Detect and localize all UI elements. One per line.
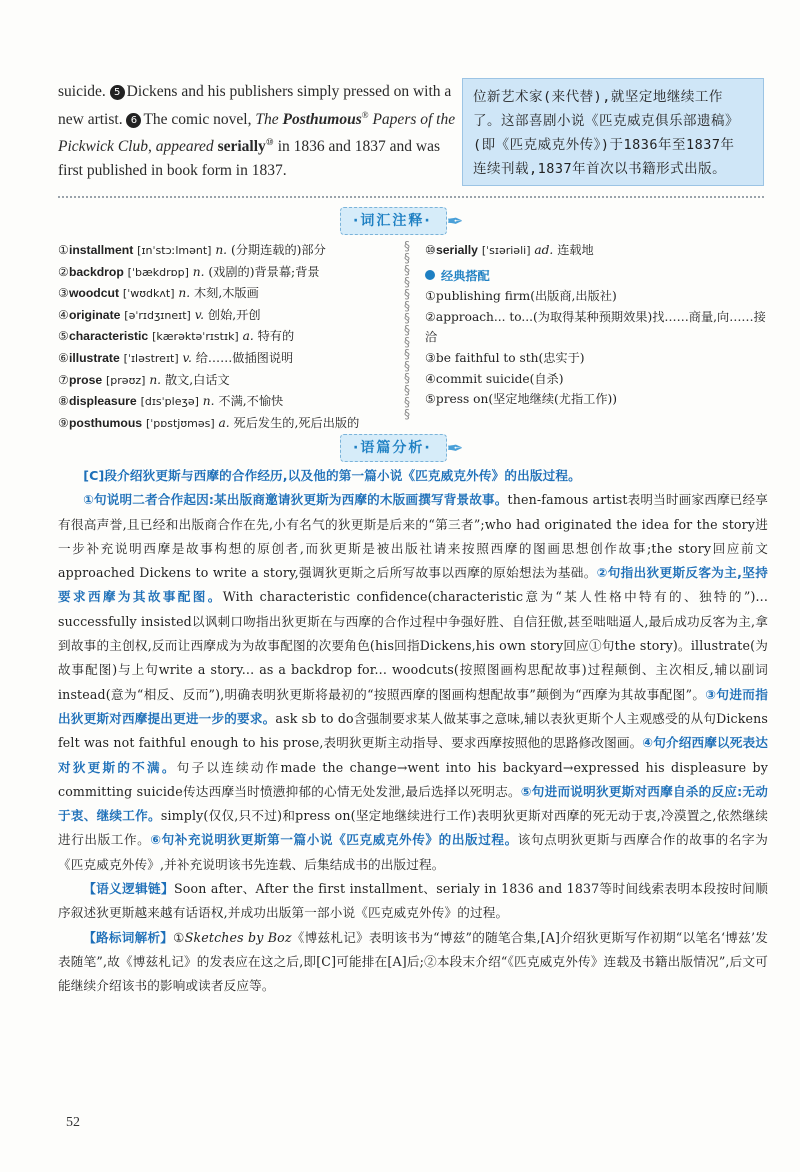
vocab-item: ⑦prose [prəʊz] n. 散文,白话文 bbox=[58, 372, 230, 387]
sentence-number-5: 5 bbox=[110, 85, 125, 100]
signpost-analysis: 【路标词解析】①Sketches by Boz《博兹札记》表明该书为“博兹”的随笔合集,[A]介绍狄更斯写作初期“以笔名‘博兹’发表随笔”,故《博兹札记》的发表应在这之后,即[C]可能排在[A]后;②本段末介绍“《匹克威克外传》连载及书籍出版情况”,后文可能继续介绍该书的影响或读者反应等。 bbox=[58, 929, 769, 994]
passage-text: suicide. 5 Dickens and his publishers simply pressed on with a new artist. 6 The comic novel, The Posthumous® Papers of the Pickwick Club, appeared serially⑩ in 1836 and 1837 and was first published in book form in 1837. bbox=[58, 83, 456, 179]
translation-box bbox=[462, 78, 764, 186]
analysis-paragraph: ①句说明二者合作起因:某出版商邀请狄更斯为西摩的木版画撰写背景故事。then-famous artist表明当时画家西摩已经享有很高声誉,且已经和出版商合作在先,小有名气的狄更斯是后来的“第三者”;who had originated the idea for the story进一步补充说明西摩是故事构想的原创者,而狄更斯是被出版社请来按照西摩的图画思想创作故事;the story回应前文approached Dickens to write a story,强调狄更斯之后所写故事以西摩的原始想法为基础。②句指出狄更斯反客为主,坚持要求西摩为其故事配图。With characteristic confidence(characteristic意为“某人性格中特有的、独特的”)... successfully insisted以讽刺口吻指出狄更斯在与西摩的合作过程中争强好胜、自信狂傲,甚至咄咄逼人,最后成功反客为主,拿到故事的主创权,反而让西摩成为为故事配图的次要角色(his回指Dickens,his own story回应①句the story)。illustrate(为故事配图)与上句write a story... as a backdrop for... woodcuts(按照图画构思配故事)过程颠倒、主次相反,辅以副词instead(意为“相反、反而”),明确表明狄更斯将最初的“按照西摩的图画构想配故事”颠倒为“西摩为其故事配图”。③句进而指出狄更斯对西摩提出更进一步的要求。ask sb to do含强制要求某人做某事之意味,辅以表狄更斯个人主观感受的从句Dickens felt was not faithful enough to his prose,表明狄更斯主动指导、要求西摩按照他的思路修改图画。④句介绍西摩以死表达对狄更斯的不满。句子以连续动作made the change→went into his backyard→expressed his displeasure by committing suicide传达西摩当时愤懑抑郁的心情无处发泄,最后选择以死明志。⑤句进而说明狄更斯对西摩自杀的反应:无动于衷、继续工作。simply(仅仅,只不过)和press on(坚定地继续进行工作)表明狄更斯对西摩的死无动于衷,冷漠置之,依然继续进行出版工作。⑥句补充说明狄更斯第一篇小说《匹克威克外传》的出版过程。该句点明狄更斯与西摩合作的故事的名字为《匹克威克外传》,并补充说明该书先连载、后集结成书的出版过程。 bbox=[58, 492, 769, 872]
translation-line: (即《匹克威克外传》)于1836年至1837年 bbox=[473, 137, 735, 153]
column-divider: § § § § § § § § § § § § § § § bbox=[404, 239, 410, 421]
vocab-item: ⑨posthumous [ˈpɒstjʊməs] a. 死后发生的,死后出版的 bbox=[58, 415, 360, 430]
vocab-item: ⑤characteristic [kærəktəˈrɪstɪk] a. 特有的 bbox=[58, 329, 295, 344]
translation-line: 了。这部喜剧小说《匹克威克俱乐部遗稿》 bbox=[473, 113, 739, 129]
translation-line: 位新艺术家(来代替),就坚定地继续工作 bbox=[473, 89, 723, 105]
collocation-item: ③be faithful to sth(忠实于) bbox=[425, 350, 585, 365]
vocab-list bbox=[58, 240, 398, 434]
vocab-item: ②backdrop [ˈbækdrɒp] n. (戏剧的)背景幕;背景 bbox=[58, 264, 320, 279]
collocations-header: 经典搭配 bbox=[425, 266, 770, 287]
collocation-item: ④commit suicide(自杀) bbox=[425, 371, 564, 386]
collocation-item: ②approach... to...(为取得某种预期效果)找……商量,向……接洽 bbox=[425, 309, 766, 345]
vocab-right-column bbox=[425, 240, 770, 410]
quill-icon: ✒ bbox=[446, 436, 464, 460]
analysis-section-title: ·语篇分析· bbox=[340, 434, 447, 462]
vocab-item: ④originate [əˈrɪdʒɪneɪt] v. 创始,开创 bbox=[58, 307, 261, 322]
analysis-intro: [C]段介绍狄更斯与西摩的合作经历,以及他的第一篇小说《匹克威克外传》的出版过程。 bbox=[83, 468, 581, 483]
vocab-item: ①installment [ɪnˈstɔːlmənt] n. (分期连载的)部分 bbox=[58, 243, 326, 257]
quill-icon: ✒ bbox=[446, 209, 464, 233]
page-number: 52 bbox=[66, 1115, 80, 1130]
vocab-item: ⑥illustrate [ˈɪləstreɪt] v. 给……做插图说明 bbox=[58, 350, 294, 365]
vocab-item: ⑧displeasure [dɪsˈpleʒə] n. 不满,不愉快 bbox=[58, 394, 284, 409]
vocab-item: ⑩serially [ˈsɪəriəli] ad. 连载地 bbox=[425, 243, 594, 257]
collocation-item: ①publishing firm(出版商,出版社) bbox=[425, 289, 617, 304]
bullet-icon bbox=[425, 270, 435, 280]
divider bbox=[58, 196, 764, 198]
vocab-section-header bbox=[340, 207, 463, 235]
analysis-section-header bbox=[340, 434, 463, 462]
sentence-number-6: 6 bbox=[126, 113, 141, 128]
vocab-item: ③woodcut [ˈwʊdkʌt] n. 木刻,木版画 bbox=[58, 286, 259, 301]
analysis-body bbox=[58, 464, 768, 999]
logic-chain: 【语义逻辑链】Soon after、After the first installment、serialy in 1836 and 1837等时间线索表明本段按时间顺序叙述狄更斯越来越有话语权,并成功出版第一部小说《匹克威克外传》的过程。 bbox=[58, 881, 768, 921]
translation-line: 连续刊载,1837年首次以书籍形式出版。 bbox=[473, 161, 727, 177]
vocab-section-title: ·词汇注释· bbox=[340, 207, 447, 235]
collocation-item: ⑤press on(坚定地继续(尤指工作)) bbox=[425, 392, 618, 407]
